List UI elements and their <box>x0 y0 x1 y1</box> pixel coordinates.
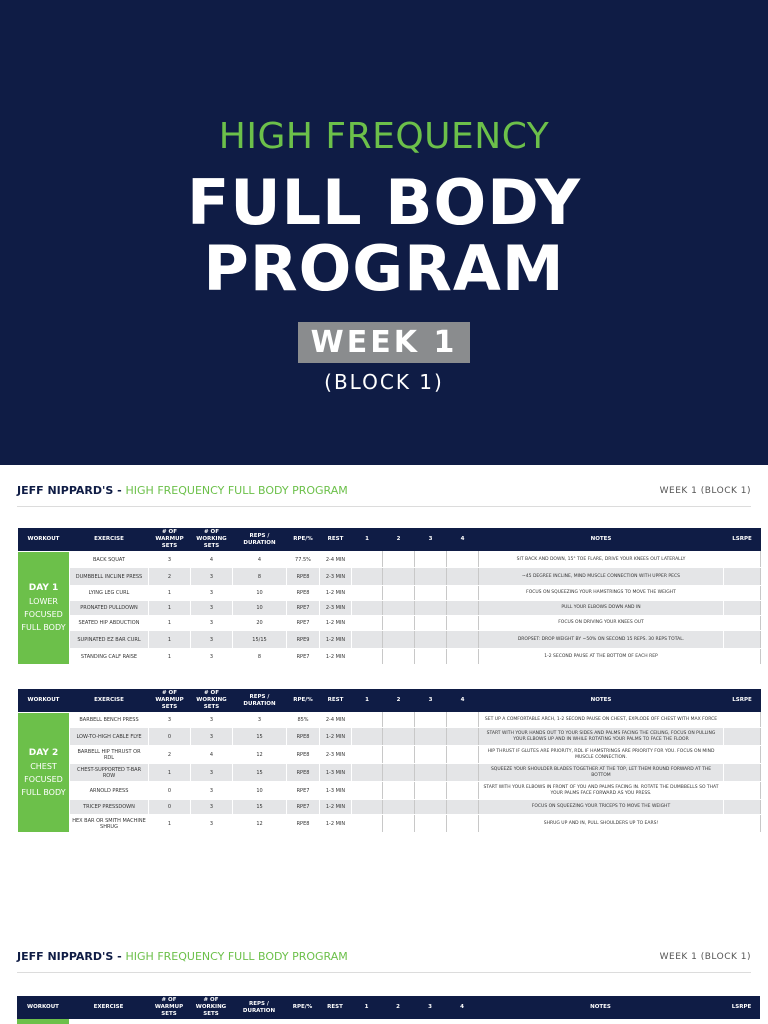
column-header: 1 <box>352 689 383 713</box>
rpe-cell: RPE8 <box>287 746 320 764</box>
cover-title-line1: FULL BODY <box>186 166 582 239</box>
notes-cell: START WITH YOUR HANDS OUT TO YOUR SIDES AND PALMS FACING THE CEILING, FOCUS ON PULLING YOUR ELBOWS UP AND IN WHILE ROTATING YOUR PALMS TO FACE THE FLOOR <box>479 728 724 746</box>
cover-title-line2: PROGRAM <box>203 232 565 305</box>
lsrpe-input-cell[interactable] <box>724 601 761 616</box>
working-cell: 3 <box>191 782 233 800</box>
set-4-input-cell[interactable] <box>447 713 479 728</box>
author-label: JEFF NIPPARD'S - <box>17 950 126 963</box>
set-1-input-cell[interactable] <box>352 800 383 815</box>
column-header: 1 <box>352 528 383 552</box>
column-header: # OF WORKING SETS <box>190 996 232 1019</box>
rest-cell: 2-4 MIN <box>320 552 352 568</box>
page-header-week: WEEK 1 (BLOCK 1) <box>659 486 751 496</box>
rpe-cell: RPE8 <box>287 568 320 586</box>
lsrpe-input-cell[interactable] <box>724 746 761 764</box>
column-header: EXERCISE <box>70 689 149 713</box>
set-2-input-cell[interactable] <box>383 552 415 568</box>
lsrpe-input-cell[interactable] <box>724 552 761 568</box>
column-header: REST <box>320 528 352 552</box>
set-3-input-cell[interactable] <box>415 616 447 631</box>
page-header-title <box>17 950 348 963</box>
column-header: REPS / DURATION <box>232 996 286 1019</box>
rpe-cell: RPE7 <box>287 601 320 616</box>
reps-cell: 10 <box>233 601 287 616</box>
warmup-cell: 2 <box>149 746 191 764</box>
exercise-cell: DUMBBELL INCLINE PRESS <box>70 568 149 586</box>
working-cell: 3 <box>191 728 233 746</box>
rest-cell: 2-3 MIN <box>320 601 352 616</box>
set-3-input-cell[interactable] <box>415 800 447 815</box>
exercise-cell: CHEST-SUPPORTED T-BAR ROW <box>70 764 149 782</box>
lsrpe-input-cell[interactable] <box>724 586 761 601</box>
set-3-input-cell[interactable] <box>415 728 447 746</box>
program-label: HIGH FREQUENCY FULL BODY PROGRAM <box>125 484 348 497</box>
column-header: NOTES <box>478 996 723 1019</box>
set-1-input-cell[interactable] <box>352 764 383 782</box>
lsrpe-input-cell[interactable] <box>724 782 761 800</box>
working-cell: 3 <box>191 568 233 586</box>
working-cell: 3 <box>191 713 233 728</box>
lsrpe-input-cell[interactable] <box>724 631 761 649</box>
set-2-input-cell[interactable] <box>383 568 415 586</box>
lsrpe-input-cell[interactable] <box>724 649 761 665</box>
column-header: 4 <box>447 689 479 713</box>
column-header: # OF WARMUP SETS <box>149 528 191 552</box>
column-header: REPS / DURATION <box>233 528 287 552</box>
table-row <box>18 601 761 616</box>
warmup-cell: 1 <box>149 649 191 665</box>
column-header: REPS / DURATION <box>233 689 287 713</box>
set-2-input-cell[interactable] <box>383 746 415 764</box>
exercise-cell: PRONATED PULLDOWN <box>70 601 149 616</box>
reps-cell: 12 <box>233 746 287 764</box>
set-2-input-cell[interactable] <box>383 631 415 649</box>
warmup-cell: 3 <box>149 552 191 568</box>
set-1-input-cell[interactable] <box>352 713 383 728</box>
rpe-cell: RPE9 <box>287 631 320 649</box>
rpe-cell: RPE7 <box>287 649 320 665</box>
exercise-cell: BACK SQUAT <box>70 552 149 568</box>
warmup-cell: 2 <box>149 568 191 586</box>
column-header: # OF WORKING SETS <box>191 528 233 552</box>
set-2-input-cell[interactable] <box>383 649 415 665</box>
day-label: DAY 1 <box>28 583 59 593</box>
notes-cell: SHRUG UP AND IN, PULL SHOULDERS UP TO EARS! <box>479 815 724 833</box>
table-row <box>18 746 761 764</box>
set-4-input-cell[interactable] <box>447 800 479 815</box>
column-header: NOTES <box>479 528 724 552</box>
workout-day-cell <box>18 713 70 833</box>
rest-cell: 2-3 MIN <box>320 746 352 764</box>
set-2-input-cell[interactable] <box>383 586 415 601</box>
rpe-cell: RPE7 <box>287 800 320 815</box>
column-header: RPE/% <box>287 689 320 713</box>
column-header: 4 <box>447 528 479 552</box>
exercise-cell: SUPINATED EZ BAR CURL <box>70 631 149 649</box>
column-header: 3 <box>414 996 446 1019</box>
table-row <box>18 815 761 833</box>
lsrpe-input-cell[interactable] <box>724 728 761 746</box>
rest-cell: 1-2 MIN <box>320 649 352 665</box>
notes-cell: ~45 DEGREE INCLINE, MIND MUSCLE CONNECTION WITH UPPER PECS <box>479 568 724 586</box>
notes-cell: SET UP A COMFORTABLE ARCH, 1-2 SECOND PAUSE ON CHEST, EXPLODE OFF CHEST WITH MAX FORCE <box>479 713 724 728</box>
column-header: LSRPE <box>724 689 761 713</box>
author-label: JEFF NIPPARD'S - <box>17 484 126 497</box>
day-label: DAY 2 <box>28 747 59 758</box>
working-cell: 3 <box>191 616 233 631</box>
set-2-input-cell[interactable] <box>383 815 415 833</box>
notes-cell: FOCUS ON SQUEEZING YOUR TRICEPS TO MOVE THE WEIGHT <box>479 800 724 815</box>
warmup-cell: 1 <box>149 631 191 649</box>
set-1-input-cell[interactable] <box>352 782 383 800</box>
notes-cell: PULL YOUR ELBOWS DOWN AND IN <box>479 601 724 616</box>
table-row <box>18 649 761 665</box>
rest-cell: 1-2 MIN <box>320 800 352 815</box>
rpe-cell: RPE8 <box>287 764 320 782</box>
rpe-cell: RPE7 <box>287 616 320 631</box>
set-3-input-cell[interactable] <box>415 782 447 800</box>
rpe-cell: RPE8 <box>287 728 320 746</box>
rest-cell: 1-2 MIN <box>320 586 352 601</box>
set-4-input-cell[interactable] <box>447 568 479 586</box>
column-header: 4 <box>446 996 478 1019</box>
rpe-cell: RPE8 <box>287 586 320 601</box>
set-3-input-cell[interactable] <box>415 649 447 665</box>
column-header: RPE/% <box>287 528 320 552</box>
exercise-cell: HEX BAR OR SMITH MACHINE SHRUG <box>70 815 149 833</box>
warmup-cell: 1 <box>149 815 191 833</box>
set-2-input-cell[interactable] <box>383 800 415 815</box>
lsrpe-input-cell[interactable] <box>724 815 761 833</box>
notes-cell: HIP THRUST IF GLUTES ARE PRIORITY, RDL IF HAMSTRINGS ARE PRIORITY FOR YOU. FOCUS ON MIND MUSCLE CONNECTION. <box>479 746 724 764</box>
warmup-cell: 3 <box>149 713 191 728</box>
table-header-row <box>17 996 760 1019</box>
notes-cell: FOCUS ON DRIVING YOUR KNEES OUT <box>479 616 724 631</box>
set-3-input-cell[interactable] <box>415 815 447 833</box>
table-header-row <box>18 689 761 713</box>
column-header: EXERCISE <box>69 996 148 1019</box>
page-header <box>17 482 751 507</box>
exercise-cell: BARBELL BENCH PRESS <box>70 713 149 728</box>
set-3-input-cell[interactable] <box>415 601 447 616</box>
column-header: 2 <box>383 528 415 552</box>
set-2-input-cell[interactable] <box>383 764 415 782</box>
page-header-week: WEEK 1 (BLOCK 1) <box>659 952 751 962</box>
reps-cell: 10 <box>233 782 287 800</box>
rest-cell: 1-2 MIN <box>320 815 352 833</box>
rest-cell: 1-2 MIN <box>320 631 352 649</box>
set-1-input-cell[interactable] <box>352 568 383 586</box>
lsrpe-input-cell[interactable] <box>724 764 761 782</box>
exercise-cell: TRICEP PRESSDOWN <box>70 800 149 815</box>
column-header: 1 <box>351 996 382 1019</box>
warmup-cell: 1 <box>149 616 191 631</box>
set-4-input-cell[interactable] <box>447 586 479 601</box>
lsrpe-input-cell[interactable] <box>724 616 761 631</box>
set-4-input-cell[interactable] <box>447 552 479 568</box>
notes-cell: SQUEEZE YOUR SHOULDER BLADES TOGETHER AT THE TOP, LET THEM ROUND FORWARD AT THE BOTTOM <box>479 764 724 782</box>
notes-cell: FOCUS ON SQUEEZING YOUR HAMSTRINGS TO MOVE THE WEIGHT <box>479 586 724 601</box>
set-3-input-cell[interactable] <box>415 552 447 568</box>
working-cell: 3 <box>191 800 233 815</box>
set-1-input-cell[interactable] <box>352 616 383 631</box>
table-row <box>18 800 761 815</box>
notes-cell: DROPSET: DROP WEIGHT BY ~50% ON SECOND 15 REPS. 30 REPS TOTAL. <box>479 631 724 649</box>
column-header: 2 <box>382 996 414 1019</box>
table-row <box>18 552 761 568</box>
day-focus-label: LOWER FOCUSED FULL BODY <box>21 597 66 632</box>
day-focus-label: CHEST FOCUSED FULL BODY <box>21 761 66 797</box>
exercise-cell: SEATED HIP ABDUCTION <box>70 616 149 631</box>
set-4-input-cell[interactable] <box>447 631 479 649</box>
page-header-2 <box>17 948 751 973</box>
column-header: WORKOUT <box>18 689 70 713</box>
set-4-input-cell[interactable] <box>447 815 479 833</box>
column-header: NOTES <box>479 689 724 713</box>
exercise-cell: ARNOLD PRESS <box>70 782 149 800</box>
column-header: 2 <box>383 689 415 713</box>
set-4-input-cell[interactable] <box>447 764 479 782</box>
set-4-input-cell[interactable] <box>447 649 479 665</box>
working-cell: 3 <box>191 631 233 649</box>
table-row <box>18 728 761 746</box>
rpe-cell: RPE7 <box>287 782 320 800</box>
set-4-input-cell[interactable] <box>447 746 479 764</box>
day3-label-cell <box>17 1019 69 1024</box>
set-4-input-cell[interactable] <box>447 728 479 746</box>
week-badge: WEEK 1 <box>298 322 470 363</box>
exercise-cell: LOW-TO-HIGH CABLE FLYE <box>70 728 149 746</box>
reps-cell: 3 <box>233 713 287 728</box>
reps-cell: 20 <box>233 616 287 631</box>
rest-cell: 1-2 MIN <box>320 728 352 746</box>
set-1-input-cell[interactable] <box>352 601 383 616</box>
column-header: 3 <box>415 528 447 552</box>
table-row <box>18 782 761 800</box>
working-cell: 3 <box>191 815 233 833</box>
exercise-cell: LYING LEG CURL <box>70 586 149 601</box>
set-3-input-cell[interactable] <box>415 764 447 782</box>
rpe-cell: 77.5% <box>287 552 320 568</box>
notes-cell: 1-2 SECOND PAUSE AT THE BOTTOM OF EACH REP <box>479 649 724 665</box>
column-header: LSRPE <box>724 528 761 552</box>
reps-cell: 4 <box>233 552 287 568</box>
rpe-cell: 85% <box>287 713 320 728</box>
workout-day-cell <box>18 552 70 665</box>
cover-section <box>0 0 768 465</box>
rest-cell: 2-3 MIN <box>320 568 352 586</box>
table-header-row <box>18 528 761 552</box>
set-4-input-cell[interactable] <box>447 782 479 800</box>
set-2-input-cell[interactable] <box>383 601 415 616</box>
set-2-input-cell[interactable] <box>383 728 415 746</box>
working-cell: 3 <box>191 649 233 665</box>
exercise-cell: STANDING CALF RAISE <box>70 649 149 665</box>
page-header-title <box>17 484 348 497</box>
column-header: REST <box>319 996 351 1019</box>
warmup-cell: 1 <box>149 586 191 601</box>
reps-cell: 12 <box>233 815 287 833</box>
set-4-input-cell[interactable] <box>447 601 479 616</box>
working-cell: 3 <box>191 586 233 601</box>
block-label: (BLOCK 1) <box>324 370 444 394</box>
rpe-cell: RPE8 <box>287 815 320 833</box>
column-header: REST <box>320 689 352 713</box>
warmup-cell: 0 <box>149 728 191 746</box>
reps-cell: 15/15 <box>233 631 287 649</box>
set-3-input-cell[interactable] <box>415 713 447 728</box>
set-3-input-cell[interactable] <box>415 631 447 649</box>
working-cell: 3 <box>191 764 233 782</box>
day1-table <box>17 528 761 665</box>
table-row <box>18 616 761 631</box>
working-cell: 4 <box>191 746 233 764</box>
rest-cell: 1-3 MIN <box>320 764 352 782</box>
rest-cell: 1-2 MIN <box>320 616 352 631</box>
warmup-cell: 1 <box>149 601 191 616</box>
reps-cell: 8 <box>233 568 287 586</box>
set-1-input-cell[interactable] <box>352 746 383 764</box>
column-header: EXERCISE <box>70 528 149 552</box>
set-3-input-cell[interactable] <box>415 746 447 764</box>
set-3-input-cell[interactable] <box>415 568 447 586</box>
table-row <box>18 631 761 649</box>
exercise-cell: BARBELL HIP THRUST OR RDL <box>70 746 149 764</box>
working-cell: 3 <box>191 601 233 616</box>
set-4-input-cell[interactable] <box>447 616 479 631</box>
warmup-cell: 0 <box>149 782 191 800</box>
reps-cell: 15 <box>233 728 287 746</box>
set-1-input-cell[interactable] <box>352 631 383 649</box>
notes-cell: SIT BACK AND DOWN, 15° TOE FLARE, DRIVE YOUR KNEES OUT LATERALLY <box>479 552 724 568</box>
reps-cell: 8 <box>233 649 287 665</box>
warmup-cell: 0 <box>149 800 191 815</box>
column-header: # OF WORKING SETS <box>191 689 233 713</box>
column-header: WORKOUT <box>18 528 70 552</box>
column-header: # OF WARMUP SETS <box>149 689 191 713</box>
reps-cell: 15 <box>233 764 287 782</box>
set-1-input-cell[interactable] <box>352 552 383 568</box>
reps-cell: 15 <box>233 800 287 815</box>
lsrpe-input-cell[interactable] <box>724 800 761 815</box>
set-1-input-cell[interactable] <box>352 586 383 601</box>
column-header: RPE/% <box>286 996 319 1019</box>
lsrpe-input-cell[interactable] <box>724 568 761 586</box>
column-header: LSRPE <box>723 996 760 1019</box>
set-1-input-cell[interactable] <box>352 649 383 665</box>
lsrpe-input-cell[interactable] <box>724 713 761 728</box>
notes-cell: START WITH YOUR ELBOWS IN FRONT OF YOU AND PALMS FACING IN. ROTATE THE DUMBBELLS SO THAT YOUR PALMS FACE FORWARD AS YOU PRESS. <box>479 782 724 800</box>
reps-cell: 10 <box>233 586 287 601</box>
table-row <box>18 586 761 601</box>
column-header: WORKOUT <box>17 996 69 1019</box>
rest-cell: 1-3 MIN <box>320 782 352 800</box>
column-header: # OF WARMUP SETS <box>148 996 190 1019</box>
rest-cell: 2-4 MIN <box>320 713 352 728</box>
table-row <box>18 713 761 728</box>
table-row <box>18 568 761 586</box>
program-label: HIGH FREQUENCY FULL BODY PROGRAM <box>125 950 348 963</box>
warmup-cell: 1 <box>149 764 191 782</box>
day3-table <box>17 996 760 1019</box>
set-1-input-cell[interactable] <box>352 815 383 833</box>
table-row <box>18 764 761 782</box>
working-cell: 4 <box>191 552 233 568</box>
set-2-input-cell[interactable] <box>383 713 415 728</box>
cover-subtitle: HIGH FREQUENCY <box>218 116 550 157</box>
column-header: 3 <box>415 689 447 713</box>
set-2-input-cell[interactable] <box>383 616 415 631</box>
set-3-input-cell[interactable] <box>415 586 447 601</box>
day2-table <box>17 689 761 833</box>
set-1-input-cell[interactable] <box>352 728 383 746</box>
set-2-input-cell[interactable] <box>383 782 415 800</box>
